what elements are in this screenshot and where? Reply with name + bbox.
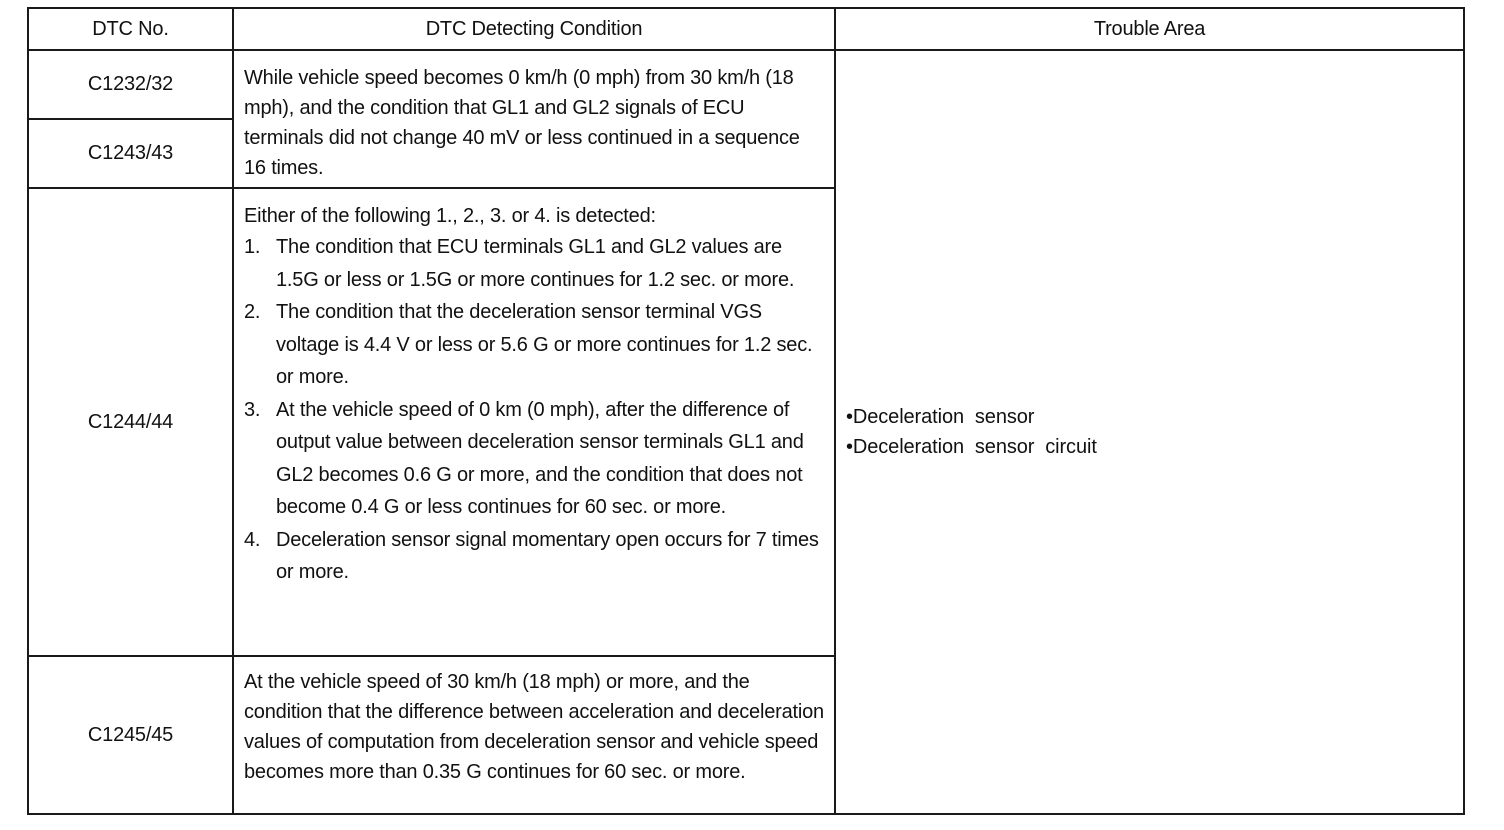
condition-lead: Either of the following 1., 2., 3. or 4. is detected:	[244, 205, 656, 227]
list-item-number: 3.	[244, 398, 261, 421]
list-item-text: The condition that the deceleration sensor terminal VGS voltage is 4.4 V or less or 5.6 G or more continues for 1.2 sec. or more.	[276, 301, 813, 388]
list-item	[244, 231, 826, 296]
list-item-text: The condition that ECU terminals GL1 and GL2 values are 1.5G or less or 1.5G or more continues for 1.2 sec. or more.	[276, 236, 795, 291]
detecting-condition-c1245: At the vehicle speed of 30 km/h (18 mph) or more, and the condition that the difference between acceleration and deceleration values of computation from deceleration sensor and vehicle speed becomes more than 0.35 G continues for 60 sec. or more.	[233, 656, 835, 814]
header-dtc-no: DTC No.	[28, 8, 233, 50]
dtc-table	[27, 7, 1465, 815]
header-detecting-condition: DTC Detecting Condition	[233, 8, 835, 50]
table-row	[28, 50, 1464, 119]
list-item-text: At the vehicle speed of 0 km (0 mph), after the difference of output value between deceleration sensor terminals GL1 and GL2 becomes 0.6 G or more, and the condition that does not become 0.4 G or less continues for 60 sec. or more.	[276, 398, 804, 518]
detecting-condition-c1244	[233, 188, 835, 656]
list-item	[244, 394, 826, 524]
list-item-number: 2.	[244, 301, 261, 323]
list-item	[244, 524, 826, 589]
list-item-text: Deceleration sensor signal momentary open occurs for 7 times or more.	[276, 528, 819, 583]
header-row	[28, 8, 1464, 50]
detecting-condition-c1232-c1243: While vehicle speed becomes 0 km/h (0 mph) from 30 km/h (18 mph), and the condition that GL1 and GL2 signals of ECU terminals did not change 40 mV or less continued in a sequence 16 times.	[233, 50, 835, 188]
list-item-number: 4.	[244, 528, 261, 551]
list-item-number: 1.	[244, 236, 261, 258]
header-trouble-area: Trouble Area	[835, 8, 1464, 50]
trouble-area-item: •Deceleration sensor circuit	[846, 436, 1097, 458]
dtc-code-c1245: C1245/45	[28, 656, 233, 814]
dtc-code-c1232: C1232/32	[28, 50, 233, 119]
condition-list	[244, 231, 826, 589]
trouble-area-cell	[835, 50, 1464, 814]
dtc-code-c1244: C1244/44	[28, 188, 233, 656]
trouble-area-item: •Deceleration sensor	[846, 406, 1035, 428]
dtc-code-c1243: C1243/43	[28, 119, 233, 188]
list-item	[244, 296, 826, 394]
